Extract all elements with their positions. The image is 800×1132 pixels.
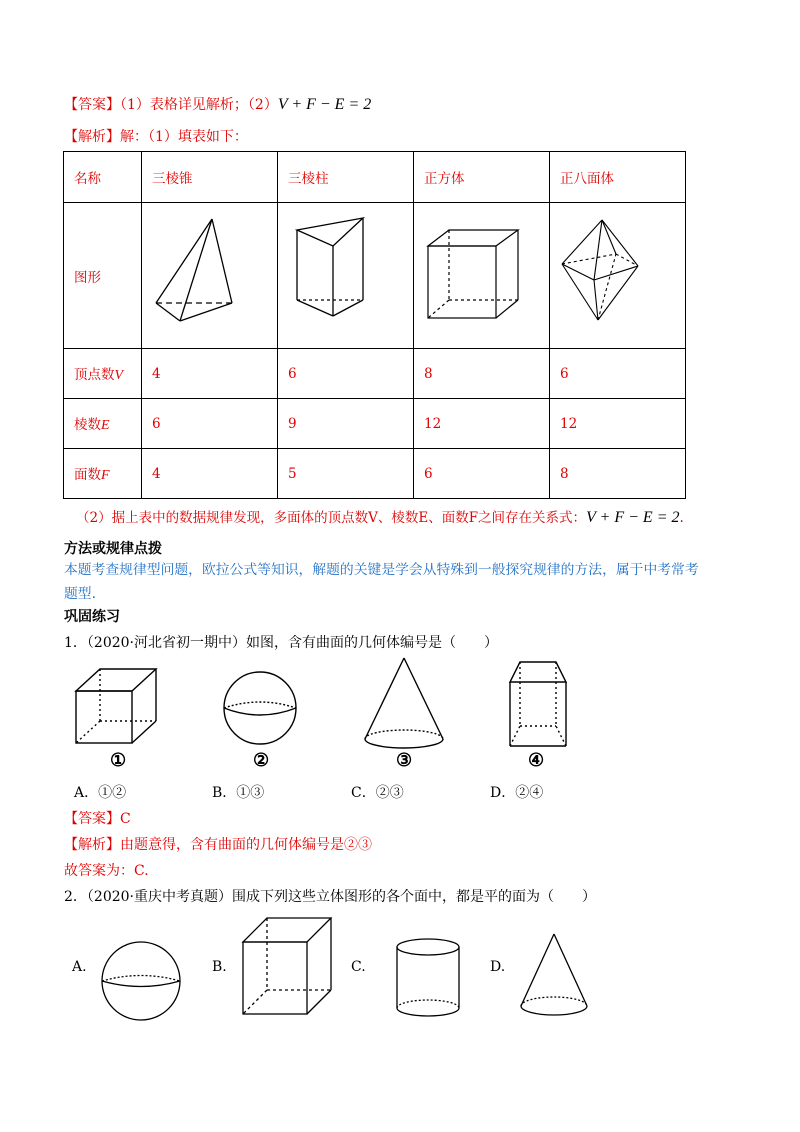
header-cell: 正方体 bbox=[414, 152, 550, 203]
q1-figure-label: ① bbox=[110, 750, 127, 771]
header-cell: 正八面体 bbox=[550, 152, 686, 203]
octahedron-figure bbox=[558, 216, 648, 326]
row-label bbox=[64, 399, 142, 449]
q2-option-b[interactable]: B. bbox=[212, 959, 227, 975]
q2-cone-figure bbox=[518, 932, 590, 1020]
q1-answer-tag: 【答案】 bbox=[64, 811, 120, 827]
answer-tag: 【答案】 bbox=[64, 97, 120, 113]
table-cell: 6 bbox=[278, 349, 414, 399]
q1-figure-label: ② bbox=[253, 750, 270, 771]
q1-figure-label: ④ bbox=[528, 750, 545, 771]
row-label-text: 面数 bbox=[74, 467, 101, 483]
conclusion-formula: V + F − E = 2 bbox=[586, 509, 680, 526]
q1-option-c[interactable]: C．②③ bbox=[351, 785, 404, 801]
header-cell: 三棱柱 bbox=[278, 152, 414, 203]
table-cell: 8 bbox=[550, 449, 686, 499]
header-cell: 三棱锥 bbox=[142, 152, 278, 203]
q1-analysis-text: 由题意得，含有曲面的几何体编号是②③ bbox=[120, 837, 372, 853]
conclusion-line bbox=[76, 506, 684, 527]
q1-answer bbox=[64, 808, 131, 828]
analysis-tag: 【解析】 bbox=[64, 129, 120, 145]
q2-option-d[interactable]: D. bbox=[490, 959, 506, 975]
table-cell: 6 bbox=[414, 449, 550, 499]
practice-title: 巩固练习 bbox=[64, 609, 120, 625]
table-cell: 5 bbox=[278, 449, 414, 499]
q1-analysis bbox=[64, 834, 372, 854]
header-cell: 名称 bbox=[64, 152, 142, 203]
analysis-text: 解：（1）填表如下： bbox=[120, 129, 248, 145]
q1-sphere-figure bbox=[222, 670, 302, 750]
q1-analysis-tag: 【解析】 bbox=[64, 837, 120, 853]
table-cell: 4 bbox=[142, 349, 278, 399]
q1-option-b[interactable]: B．①③ bbox=[212, 785, 265, 801]
table-cell: 9 bbox=[278, 399, 414, 449]
q1-figure-label: ③ bbox=[396, 750, 413, 771]
cube-figure bbox=[425, 226, 525, 326]
answer-formula: V + F − E = 2 bbox=[277, 96, 372, 113]
method-line1: 本题考查规律型问题，欧拉公式等知识，解题的关键是学会从特殊到一般探究规律的方法，属于中考常考 bbox=[64, 562, 699, 578]
row-label-text: 棱数 bbox=[74, 417, 101, 433]
table-cell: 4 bbox=[142, 449, 278, 499]
row-symbol: F bbox=[101, 468, 110, 483]
table-cell: 6 bbox=[142, 399, 278, 449]
q2-cylinder-figure bbox=[394, 936, 462, 1020]
answer-text: （1）表格详见解析；（2） bbox=[120, 97, 278, 113]
q1-prism-figure bbox=[508, 660, 570, 750]
q1-option-d[interactable]: D．②④ bbox=[490, 785, 544, 801]
row-label-text: 顶点数 bbox=[74, 367, 115, 383]
table-cell: 12 bbox=[550, 399, 686, 449]
table-cell: 6 bbox=[550, 349, 686, 399]
row-symbol: E bbox=[101, 418, 110, 433]
q2-sphere-figure bbox=[100, 940, 184, 1024]
figure-label: 图形 bbox=[64, 203, 142, 349]
q2-cube-figure bbox=[241, 916, 333, 1018]
tetrahedron-figure bbox=[150, 215, 240, 327]
q2-option-a[interactable]: A. bbox=[72, 959, 87, 975]
table-cell: 8 bbox=[414, 349, 550, 399]
q2-stem: 2．（2020·重庆中考真题）围成下列这些立体图形的各个面中，都是平的面为（ ） bbox=[64, 889, 596, 905]
q1-cube-figure bbox=[74, 667, 164, 747]
method-line2: 题型. bbox=[64, 586, 96, 602]
table-row bbox=[64, 349, 686, 399]
q1-stem: 1．（2020·河北省初一期中）如图，含有曲面的几何体编号是（ ） bbox=[64, 635, 498, 651]
q2-option-c[interactable]: C. bbox=[351, 959, 366, 975]
table-cell: 12 bbox=[414, 399, 550, 449]
analysis-line bbox=[64, 126, 248, 146]
table-row bbox=[64, 399, 686, 449]
q1-conclusion: 故答案为：C. bbox=[64, 863, 149, 879]
q1-answer-value: C bbox=[120, 811, 131, 827]
row-symbol: V bbox=[114, 368, 124, 383]
q1-cone-figure bbox=[362, 656, 446, 754]
q1-option-a[interactable]: A．①② bbox=[74, 785, 127, 801]
table-row bbox=[64, 449, 686, 499]
table-header-row bbox=[64, 152, 686, 203]
method-title: 方法或规律点拨 bbox=[64, 541, 162, 557]
answer-line bbox=[64, 94, 371, 114]
prism-figure bbox=[293, 212, 373, 322]
conclusion-text: （2）据上表中的数据规律发现，多面体的顶点数V、棱数E、面数F之间存在关系式： bbox=[76, 510, 587, 526]
row-label bbox=[64, 449, 142, 499]
row-label bbox=[64, 349, 142, 399]
conclusion-end: . bbox=[679, 510, 684, 526]
